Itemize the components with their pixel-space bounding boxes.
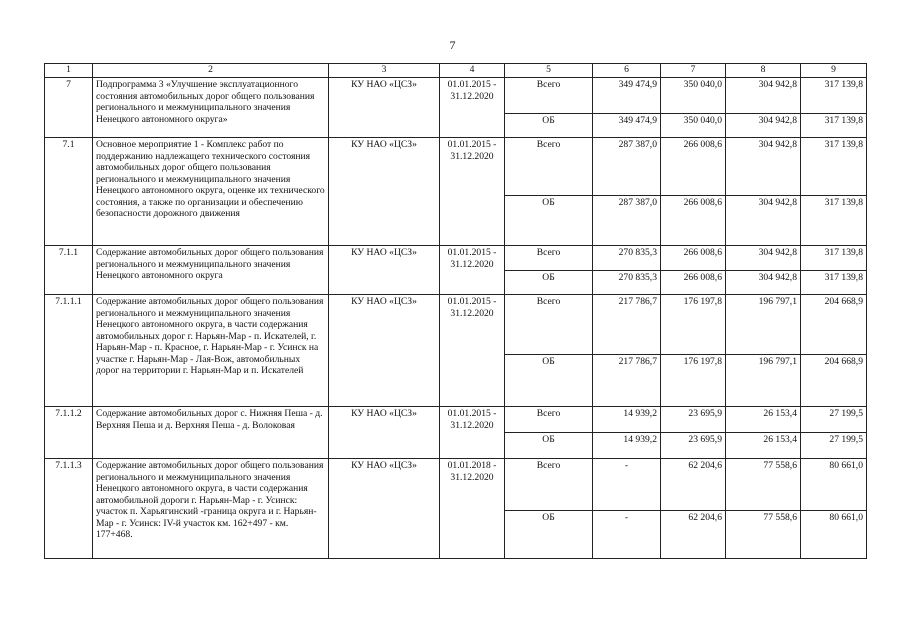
value-cell: 350 040,0 bbox=[661, 78, 726, 114]
value-cell: 27 199,5 bbox=[801, 433, 867, 459]
row-responsible: КУ НАО «ЦСЗ» bbox=[329, 295, 440, 407]
value-cell: 176 197,8 bbox=[661, 295, 726, 355]
header-cell: 8 bbox=[726, 64, 801, 78]
row-responsible: КУ НАО «ЦСЗ» bbox=[329, 459, 440, 559]
header-cell: 5 bbox=[505, 64, 593, 78]
value-cell: 217 786,7 bbox=[593, 295, 661, 355]
value-cell: 266 008,6 bbox=[661, 246, 726, 271]
value-cell: 304 942,8 bbox=[726, 114, 801, 138]
page-number: 7 bbox=[449, 38, 456, 52]
value-cell: 176 197,8 bbox=[661, 355, 726, 407]
table-row bbox=[45, 459, 867, 511]
value-cell: 270 835,3 bbox=[593, 271, 661, 295]
value-cell: 80 661,0 bbox=[801, 511, 867, 559]
value-cell: 304 942,8 bbox=[726, 246, 801, 271]
value-cell: 317 139,8 bbox=[801, 138, 867, 196]
value-cell: 204 668,9 bbox=[801, 295, 867, 355]
fund-label: Всего bbox=[505, 138, 593, 196]
fund-label: Всего bbox=[505, 407, 593, 433]
value-cell: 26 153,4 bbox=[726, 433, 801, 459]
row-name: Подпрограмма 3 «Улучшение эксплуатационного состояния автомобильных дорог общего пользования регионального и межмуниципального значения Ненецкого автономного округа» bbox=[93, 78, 329, 138]
header-cell: 2 bbox=[93, 64, 329, 78]
fund-label: ОБ bbox=[505, 433, 593, 459]
value-cell: 77 558,6 bbox=[726, 459, 801, 511]
value-cell: 317 139,8 bbox=[801, 78, 867, 114]
value-cell: 270 835,3 bbox=[593, 246, 661, 271]
value-cell: 304 942,8 bbox=[726, 138, 801, 196]
value-cell: 266 008,6 bbox=[661, 271, 726, 295]
table-row bbox=[45, 246, 867, 271]
row-period: 01.01.2015 - 31.12.2020 bbox=[440, 78, 505, 138]
value-cell: 349 474,9 bbox=[593, 114, 661, 138]
row-period: 01.01.2015 - 31.12.2020 bbox=[440, 407, 505, 459]
row-code: 7.1.1.1 bbox=[45, 295, 93, 407]
row-name: Содержание автомобильных дорог общего пользования регионального и межмуниципального значения Ненецкого автономного округа, в части содержания автомобильной дороги г. Нарьян-Мар - г. Усинск: участок п. Харьягинский -граница округа и г. Нарьян-Мар - г. Усинск: IV-й участок км. 162+497 - км. 177+468. bbox=[93, 459, 329, 559]
row-code: 7.1.1.3 bbox=[45, 459, 93, 559]
row-code: 7.1 bbox=[45, 138, 93, 246]
fund-label: ОБ bbox=[505, 196, 593, 246]
value-cell: 317 139,8 bbox=[801, 114, 867, 138]
header-cell: 1 bbox=[45, 64, 93, 78]
header-cell: 7 bbox=[661, 64, 726, 78]
header-row bbox=[45, 64, 867, 78]
table-row bbox=[45, 295, 867, 355]
row-responsible: КУ НАО «ЦСЗ» bbox=[329, 78, 440, 138]
row-period: 01.01.2015 - 31.12.2020 bbox=[440, 138, 505, 246]
header-cell: 4 bbox=[440, 64, 505, 78]
value-cell: 266 008,6 bbox=[661, 138, 726, 196]
value-cell: 304 942,8 bbox=[726, 271, 801, 295]
value-cell: 204 668,9 bbox=[801, 355, 867, 407]
value-cell: 217 786,7 bbox=[593, 355, 661, 407]
value-cell: 196 797,1 bbox=[726, 295, 801, 355]
value-cell: 62 204,6 bbox=[661, 511, 726, 559]
fund-label: ОБ bbox=[505, 355, 593, 407]
row-name: Содержание автомобильных дорог с. Нижняя Пеша - д. Верхняя Пеша и д. Верхняя Пеша - д. Волоковая bbox=[93, 407, 329, 459]
header-cell: 6 bbox=[593, 64, 661, 78]
header-cell: 3 bbox=[329, 64, 440, 78]
value-cell: 26 153,4 bbox=[726, 407, 801, 433]
fund-label: Всего bbox=[505, 78, 593, 114]
row-period: 01.01.2015 - 31.12.2020 bbox=[440, 295, 505, 407]
value-cell: 304 942,8 bbox=[726, 78, 801, 114]
row-name: Основное мероприятие 1 - Комплекс работ по поддержанию надлежащего технического состояния автомобильных дорог общего пользования регионального и межмуниципального значения Ненецкого автономного округа, оценке их технического состояния, а также по организации и обеспечению безопасности дорожного движения bbox=[93, 138, 329, 246]
value-cell: 317 139,8 bbox=[801, 271, 867, 295]
row-responsible: КУ НАО «ЦСЗ» bbox=[329, 246, 440, 295]
row-responsible: КУ НАО «ЦСЗ» bbox=[329, 407, 440, 459]
value-cell: 62 204,6 bbox=[661, 459, 726, 511]
program-table bbox=[44, 63, 867, 559]
fund-label: Всего bbox=[505, 295, 593, 355]
value-cell: 304 942,8 bbox=[726, 196, 801, 246]
value-cell: - bbox=[593, 511, 661, 559]
value-cell: 14 939,2 bbox=[593, 433, 661, 459]
fund-label: ОБ bbox=[505, 271, 593, 295]
row-period: 01.01.2015 - 31.12.2020 bbox=[440, 246, 505, 295]
value-cell: 14 939,2 bbox=[593, 407, 661, 433]
value-cell: 23 695,9 bbox=[661, 433, 726, 459]
value-cell: 350 040,0 bbox=[661, 114, 726, 138]
value-cell: 349 474,9 bbox=[593, 78, 661, 114]
header-cell: 9 bbox=[801, 64, 867, 78]
value-cell: - bbox=[593, 459, 661, 511]
value-cell: 266 008,6 bbox=[661, 196, 726, 246]
row-code: 7 bbox=[45, 78, 93, 138]
row-period: 01.01.2018 - 31.12.2020 bbox=[440, 459, 505, 559]
value-cell: 317 139,8 bbox=[801, 196, 867, 246]
value-cell: 80 661,0 bbox=[801, 459, 867, 511]
row-name: Содержание автомобильных дорог общего пользования регионального и межмуниципального значения Ненецкого автономного округа, в части содержания автомобильных дорог г. Нарьян-Мар - п. Искателей, г. Нарьян-Мар - п. Красное, г. Нарьян-Мар - г. Усинск на участке г. Нарьян-Мар - Лая-Вож, автомобильных дорог на территории г. Нарьян-Мар и п. Искателей bbox=[93, 295, 329, 407]
value-cell: 287 387,0 bbox=[593, 196, 661, 246]
value-cell: 317 139,8 bbox=[801, 246, 867, 271]
value-cell: 23 695,9 bbox=[661, 407, 726, 433]
fund-label: ОБ bbox=[505, 114, 593, 138]
fund-label: Всего bbox=[505, 246, 593, 271]
table-row bbox=[45, 78, 867, 114]
table-row bbox=[45, 407, 867, 433]
row-name: Содержание автомобильных дорог общего пользования регионального и межмуниципального значения Ненецкого автономного округа bbox=[93, 246, 329, 295]
fund-label: ОБ bbox=[505, 511, 593, 559]
table-row bbox=[45, 138, 867, 196]
value-cell: 27 199,5 bbox=[801, 407, 867, 433]
row-responsible: КУ НАО «ЦСЗ» bbox=[329, 138, 440, 246]
value-cell: 77 558,6 bbox=[726, 511, 801, 559]
value-cell: 196 797,1 bbox=[726, 355, 801, 407]
row-code: 7.1.1.2 bbox=[45, 407, 93, 459]
value-cell: 287 387,0 bbox=[593, 138, 661, 196]
fund-label: Всего bbox=[505, 459, 593, 511]
row-code: 7.1.1 bbox=[45, 246, 93, 295]
